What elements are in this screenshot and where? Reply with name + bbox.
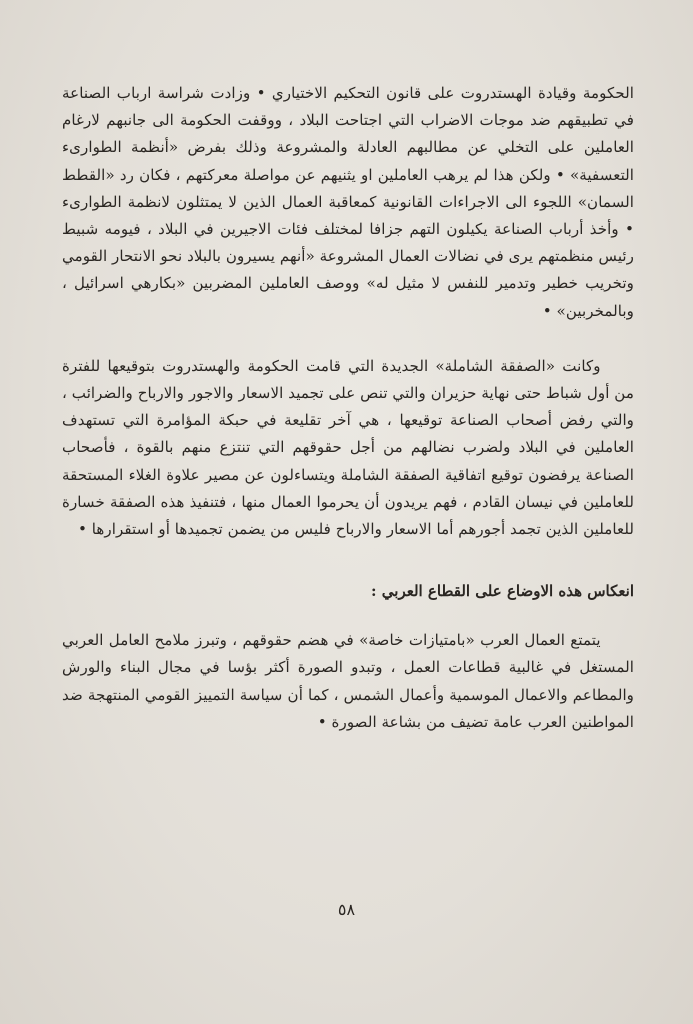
section-heading: انعكاس هذه الاوضاع على القطاع العربي : (371, 582, 634, 601)
paragraph-2: وكانت «الصفقة الشاملة» الجديدة التي قامت الحكومة والهستدروت بتوقيعها للفترة من أول شباط حتى نهاية حزيران والتي تنص على تجميد الاسعار والاجور والارباح والضرائب ، والتي رفض أصحاب الصناعة توقيعها ، هي آخر تقليعة في حبكة المؤامرة التي تستهدف العاملين في البلاد ولضرب نضالهم من أجل حقوقهم التي تنتزع منهم بالقوة ، فأصحاب الصناعة يرفضون توقيع اتفاقية الصفقة الشاملة ويتساءلون عن مصير علاوة الغلاء المستحقة للعاملين في نيسان القادم ، فهم يريدون أن يحرموا العمال منها ، فتنفيذ هذه الصفقة خسارة للعاملين الذين تجمد أجورهم أما الاسعار والارباح فليس من يضمن تجميدها أو استقرارها • (62, 356, 634, 539)
page-number: ٥٨ (337, 900, 356, 919)
page-content (62, 80, 634, 736)
paragraph-3: يتمتع العمال العرب «بامتيازات خاصة» في هضم حقوقهم ، وتبرز ملامح العامل العربي المستغل في غالبية قطاعات العمل ، وتبدو الصورة أكثر بؤسا في مجال البناء والورش والمطاعم والاعمال الموسمية وأعمال الشمس ، كما أن سياسة التمييز القومي المنتهجة ضد المواطنين العرب عامة تضيف من بشاعة الصورة • (62, 631, 634, 731)
paragraph-1: الحكومة وقيادة الهستدروت على قانون التحكيم الاختياري • وزادت شراسة ارباب الصناعة في تطبيقهم ضد موجات الاضراب التي اجتاحت البلاد ، ووقفت الحكومة الى جانبهم لارغام العاملين على التخلي عن مطالبهم العادلة والمشروعة وذلك بفرض «أنظمة الطوارىء التعسفية» • ولكن هذا لم يرهب العاملين او يثنيهم عن مواصلة معركتهم ، فكان رد «القطط السمان» اللجوء الى الاجراءات القانونية كمعاقبة العمال الذين لا يمتثلون لانظمة الطوارىء • وأخذ أرباب الصناعة يكيلون التهم جزافا لمختلف فئات الاجيرين في البلاد ، فيومه شبيط رئيس منظمتهم يرى في نضالات العمال المشروعة «أنهم يسيرون بالبلاد نحو الانتحار القومي وتخريب خطير وتدمير للنفس لا مثيل له» ووصف العاملين المضربين «بكارهي اسرائيل ، وبالمخربين» • (62, 84, 634, 320)
